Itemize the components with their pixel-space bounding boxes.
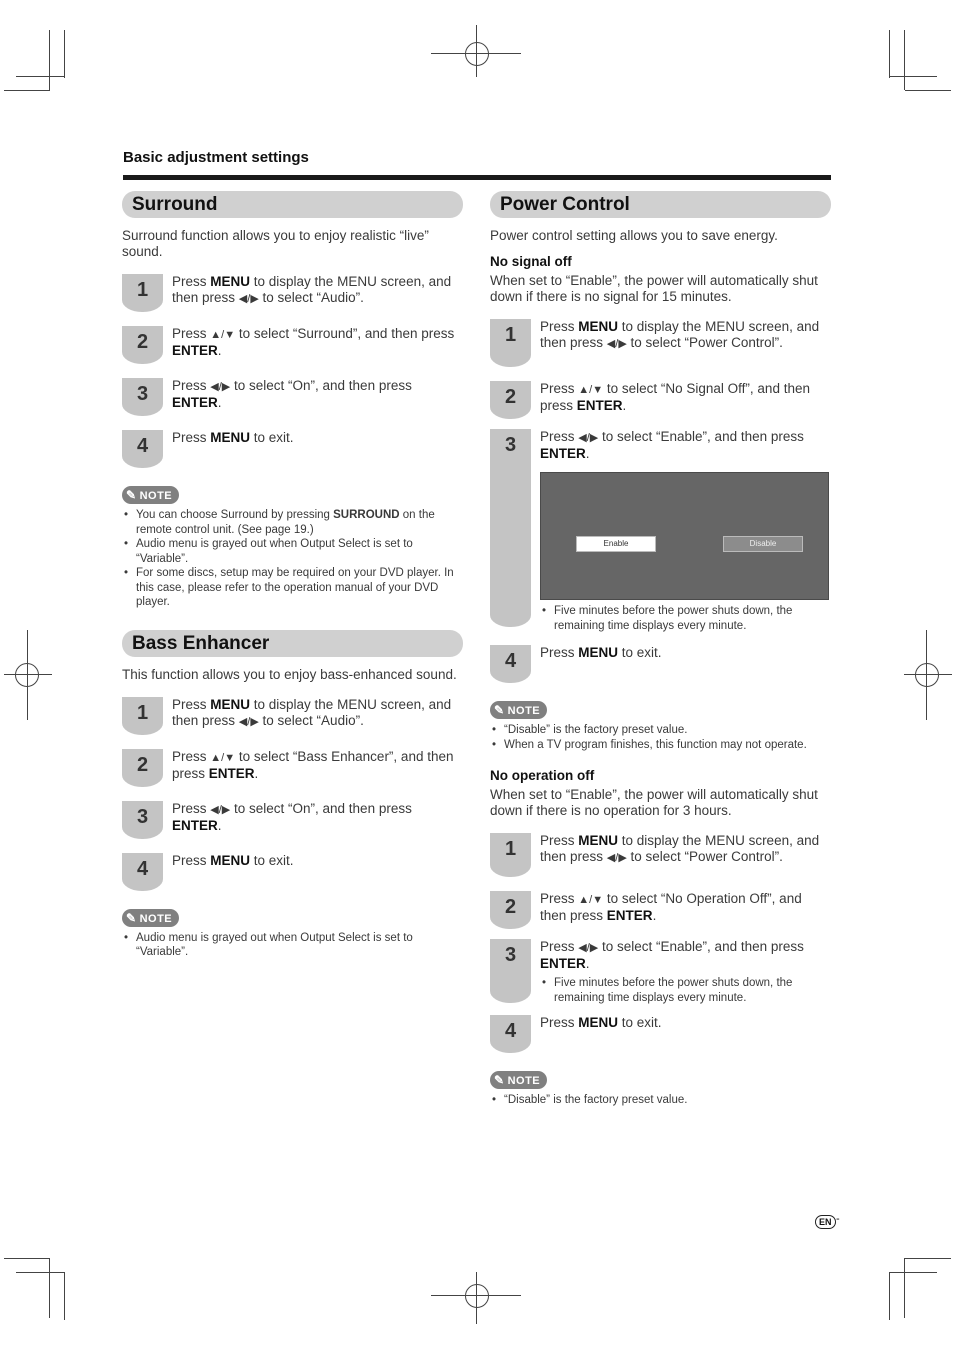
bass-heading: Bass Enhancer bbox=[122, 630, 463, 657]
note-item: • “Disable” is the factory preset value. bbox=[490, 1093, 831, 1108]
pencil-icon: ✎ bbox=[126, 488, 137, 502]
note-item: • Audio menu is grayed out when Output Select is set to “Variable”. bbox=[122, 931, 463, 960]
note-badge: ✎ NOTE bbox=[490, 1071, 547, 1089]
surround-step-3: 3 Press ◀/▶ to select “On”, and then press ENTER. bbox=[122, 378, 463, 416]
nosignal-step-3: 3 Press ◀/▶ to select “Enable”, and then press ENTER. Enable Disable • Five minutes before the power shuts down, the remaining time displays every minute. bbox=[490, 429, 831, 633]
bass-intro: This function allows you to enjoy bass-enhanced sound. bbox=[122, 666, 457, 682]
left-right-arrow-icon: ◀/▶ bbox=[210, 381, 231, 393]
step-number: 1 bbox=[490, 319, 531, 367]
no-operation-off-heading: No operation off bbox=[490, 768, 595, 783]
note-item: • You can choose Surround by pressing SURROUND on the remote control unit. (See page 19.) bbox=[122, 508, 463, 537]
step-number: 3 bbox=[490, 939, 531, 1003]
left-right-arrow-icon: ◀/▶ bbox=[210, 803, 231, 816]
no-signal-off-heading: No signal off bbox=[490, 254, 572, 269]
note-item: • Audio menu is grayed out when Output Select is set to “Variable”. bbox=[122, 537, 463, 566]
right-column bbox=[490, 191, 831, 1108]
note-badge: ✎ NOTE bbox=[122, 486, 179, 504]
bass-step-2: 2 Press ▲/▼ to select “Bass Enhancer”, and then press ENTER. bbox=[122, 749, 463, 787]
nosignal-step3-notes bbox=[540, 604, 831, 633]
noop-step-4: 4 Press MENU to exit. bbox=[490, 1015, 831, 1053]
note-badge: ✎ NOTE bbox=[122, 909, 179, 927]
step-number: 1 bbox=[122, 697, 163, 735]
note-item: • When a TV program finishes, this function may not operate. bbox=[490, 738, 831, 753]
surround-step-2: 2 Press ▲/▼ to select “Surround”, and then press ENTER. bbox=[122, 326, 463, 364]
step-number: 1 bbox=[122, 274, 163, 312]
surround-step-1: 1 Press MENU to display the MENU screen, and then press ◀/▶ to select “Audio”. bbox=[122, 274, 463, 312]
osd-enable-option[interactable]: Enable bbox=[576, 536, 656, 552]
step-number: 3 bbox=[122, 801, 163, 839]
section-rule bbox=[123, 175, 831, 180]
step-number: 1 bbox=[490, 833, 531, 877]
bass-step-3: 3 Press ◀/▶ to select “On”, and then press ENTER. bbox=[122, 801, 463, 839]
nosignal-step-1: 1 Press MENU to display the MENU screen, and then press ◀/▶ to select “Power Control”. bbox=[490, 319, 831, 367]
left-right-arrow-icon: ◀/▶ bbox=[578, 432, 599, 444]
step-number: 4 bbox=[490, 1015, 531, 1053]
left-right-arrow-icon: ◀/▶ bbox=[238, 715, 259, 728]
left-right-arrow-icon: ◀/▶ bbox=[578, 942, 599, 954]
pencil-icon: ✎ bbox=[494, 1073, 505, 1087]
step-number: 4 bbox=[122, 430, 163, 468]
up-down-arrow-icon: ▲/▼ bbox=[578, 894, 604, 906]
nosignal-notes bbox=[490, 723, 831, 752]
surround-intro: Surround function allows you to enjoy realistic “live” sound. bbox=[122, 228, 429, 259]
note-item: • “Disable” is the factory preset value. bbox=[490, 723, 831, 738]
osd-disable-option[interactable]: Disable bbox=[723, 536, 803, 552]
step-number: 4 bbox=[122, 853, 163, 891]
power-heading: Power Control bbox=[490, 191, 831, 218]
bass-step-1: 1 Press MENU to display the MENU screen, and then press ◀/▶ to select “Audio”. bbox=[122, 697, 463, 735]
step-number: 2 bbox=[490, 381, 531, 419]
language-badge: EN bbox=[815, 1215, 836, 1229]
step-number: 3 bbox=[122, 378, 163, 416]
noop-step-2: 2 Press ▲/▼ to select “No Operation Off”, and then press ENTER. bbox=[490, 891, 831, 929]
pencil-icon: ✎ bbox=[126, 910, 137, 925]
power-intro: Power control setting allows you to save energy. bbox=[490, 228, 778, 243]
left-column bbox=[122, 191, 463, 960]
step-number: 3 bbox=[490, 429, 531, 627]
step-number: 2 bbox=[122, 749, 163, 787]
noop-step-1: 1 Press MENU to display the MENU screen, and then press ◀/▶ to select “Power Control”. bbox=[490, 833, 831, 877]
note-item: • For some discs, setup may be required on your DVD player. In this case, please refer to the operation manual of your DVD player. bbox=[122, 566, 463, 610]
nosignal-step-2: 2 Press ▲/▼ to select “No Signal Off”, and then press ENTER. bbox=[490, 381, 831, 419]
note-item: • Five minutes before the power shuts down, the remaining time displays every minute. bbox=[540, 604, 831, 633]
surround-notes bbox=[122, 508, 463, 610]
up-down-arrow-icon: ▲/▼ bbox=[210, 751, 236, 764]
step-number: 2 bbox=[490, 891, 531, 929]
note-badge: ✎ NOTE bbox=[490, 701, 547, 719]
step-number: 2 bbox=[122, 326, 163, 364]
surround-step-4: 4 Press MENU to exit. bbox=[122, 430, 463, 468]
noop-step-3: 3 Press ◀/▶ to select “Enable”, and then press ENTER. • Five minutes before the power shuts down, the remaining time displays every minute. bbox=[490, 939, 831, 1005]
power-control-osd-screen bbox=[540, 472, 829, 600]
up-down-arrow-icon: ▲/▼ bbox=[578, 384, 604, 396]
nosignal-step-4: 4 Press MENU to exit. bbox=[490, 645, 831, 683]
pencil-icon: ✎ bbox=[494, 703, 505, 717]
left-right-arrow-icon: ◀/▶ bbox=[606, 338, 627, 350]
no-signal-off-text: When set to “Enable”, the power will automatically shut down if there is no signal for 15 minutes. bbox=[490, 273, 818, 304]
section-label: Basic adjustment settings bbox=[123, 149, 309, 166]
surround-heading: Surround bbox=[122, 191, 463, 218]
noop-notes bbox=[490, 1093, 831, 1108]
left-right-arrow-icon: ◀/▶ bbox=[606, 852, 627, 864]
page-number-dash: - bbox=[836, 1213, 840, 1225]
note-item: • Five minutes before the power shuts down, the remaining time displays every minute. bbox=[540, 976, 831, 1005]
bass-step-4: 4 Press MENU to exit. bbox=[122, 853, 463, 891]
up-down-arrow-icon: ▲/▼ bbox=[210, 329, 236, 341]
step-number: 4 bbox=[490, 645, 531, 683]
bass-notes bbox=[122, 931, 463, 960]
no-operation-off-text: When set to “Enable”, the power will automatically shut down if there is no operation for 3 hours. bbox=[490, 787, 818, 818]
noop-step3-notes bbox=[540, 976, 831, 1005]
left-right-arrow-icon: ◀/▶ bbox=[238, 293, 259, 305]
